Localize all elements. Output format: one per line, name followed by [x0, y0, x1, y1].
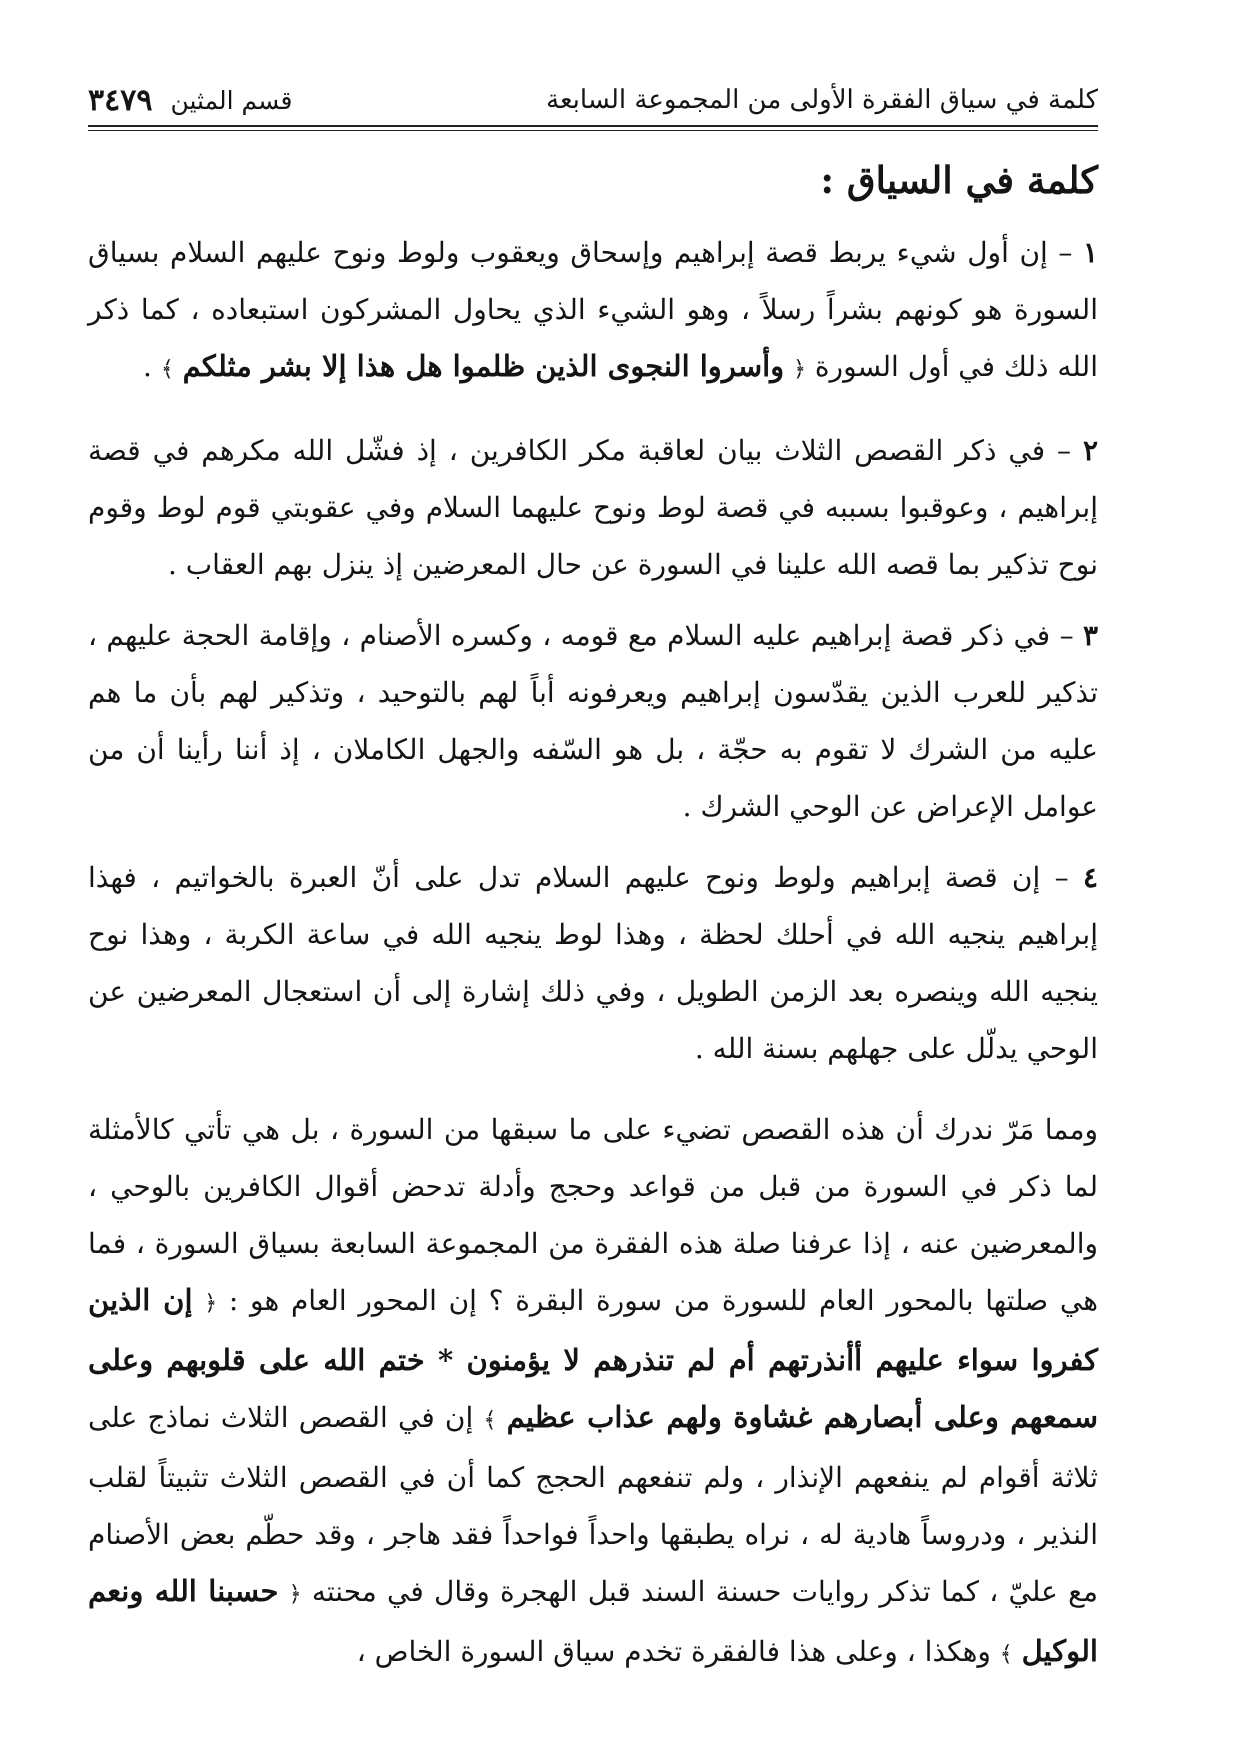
closing-text: ومما مَرّ ندرك أن هذه القصص تضيء على ما سبقها من السورة ، بل هي تأتي كالأمثلة لما ذكر في السورة من قبل من قواعد وحجج وأدلة تدحض أقوال الكافرين بالوحي ، والمعرضين عنه ، إذا عرفنا صلة هذه الفقرة من المجموعة السابعة بسياق السورة ، فما هي صلتها بالمحور العام للسورة من سورة البقرة ؟ إن المحور العام هو :	[88, 1113, 1098, 1317]
section-heading: كلمة في السياق :	[820, 158, 1098, 202]
header-rule-thin	[88, 130, 1098, 131]
closing-paragraph	[88, 1101, 1098, 1683]
closing-text: إن في القصص الثلاث نماذج على ثلاثة أقوام لم ينفعهم الإنذار ، ولم تنفعهم الحجج كما أن في القصص الثلاث تثبيتاً لقلب النذير ، ودروساً هادية له ، نراه يطبقها واحداً فواحداً فقد هاجر ، وقد حطّم بعض الأصنام مع عليّ ، كما تذكر روايات حسنة السند قبل الهجرة وقال في محنته	[88, 1401, 1098, 1608]
page-body	[88, 150, 1098, 1683]
paragraph-text: – إن أول شيء يربط قصة إبراهيم وإسحاق ويعقوب ولوط ونوح عليهم السلام بسياق السورة هو كونهم بشراً رسلاً ، وهو الشيء الذي يحاول المشركون استبعاده ، كما ذكر الله ذلك في أول السورة	[88, 236, 1098, 383]
running-header	[88, 78, 1098, 122]
running-title: كلمة في سياق الفقرة الأولى من المجموعة السابعة	[546, 85, 1098, 115]
quran-bracket-close: ﴾	[999, 1642, 1013, 1667]
paragraph-3	[88, 607, 1098, 835]
section-name: قسم المثين	[170, 85, 293, 115]
paragraph-2	[88, 422, 1098, 593]
paragraph-1	[88, 224, 1098, 398]
quran-bracket-open: ﴿	[288, 1582, 302, 1607]
paragraph-4	[88, 849, 1098, 1077]
quran-bracket-open: ﴿	[793, 357, 806, 382]
quran-quote: إن الذين كفروا سواء عليهم أأنذرتهم أم لم تنذرهم لا يؤمنون * ختم الله على قلوبهم وعلى سمعهم وعلى أبصارهم غشاوة ولهم عذاب عظيم	[88, 1283, 1098, 1434]
page-number: ٣٤٧٩	[88, 82, 153, 118]
paragraph-number: ٤	[1082, 861, 1098, 894]
paragraph-number: ٣	[1082, 619, 1098, 652]
paragraph-text-end: .	[143, 350, 161, 383]
paragraph-number: ١	[1082, 236, 1098, 269]
paragraph-number: ٢	[1082, 434, 1098, 467]
quran-bracket-close: ﴾	[483, 1408, 497, 1433]
closing-text-end: وهكذا ، وعلى هذا فالفقرة تخدم سياق السورة الخاص ،	[356, 1635, 1000, 1668]
quran-quote: وأسروا النجوى الذين ظلموا هل هذا إلا بشر مثلكم	[182, 349, 785, 383]
paragraph-text: – في ذكر القصص الثلاث بيان لعاقبة مكر الكافرين ، إذ فشّل الله مكرهم في قصة إبراهيم ، وعوقبوا بسببه في قصة لوط ونوح عليهما السلام وفي عقوبتي قوم لوط وقوم نوح تذكير بما قصه الله علينا في السورة عن حال المعرضين إذ ينزل بهم العقاب .	[88, 434, 1098, 581]
quran-quote: حسبنا الله ونعم الوكيل	[88, 1574, 1098, 1668]
header-rule	[88, 125, 1098, 127]
running-header-meta	[88, 83, 292, 118]
quran-bracket-close: ﴾	[160, 357, 174, 382]
paragraph-text: – في ذكر قصة إبراهيم عليه السلام مع قومه ، وكسره الأصنام ، وإقامة الحجة عليهم ، تذكير للعرب الذين يقدّسون إبراهيم ويعرفونه أباً لهم بالتوحيد ، وتذكير لهم بأن ما هم عليه من الشرك لا تقوم به حجّة ، بل هو السّفه والجهل الكاملان ، إذ أننا رأينا أن من عوامل الإعراض عن الوحي الشرك .	[88, 619, 1098, 823]
quran-bracket-open: ﴿	[204, 1291, 218, 1316]
paragraph-text: – إن قصة إبراهيم ولوط ونوح عليهم السلام تدل على أنّ العبرة بالخواتيم ، فهذا إبراهيم ينجيه الله في أحلك لحظة ، وهذا لوط ينجيه الله في ساعة الكربة ، وهذا نوح ينجيه الله وينصره بعد الزمن الطويل ، وفي ذلك إشارة إلى أن استعجال المعرضين عن الوحي يدلّل على جهلهم بسنة الله .	[88, 861, 1098, 1065]
